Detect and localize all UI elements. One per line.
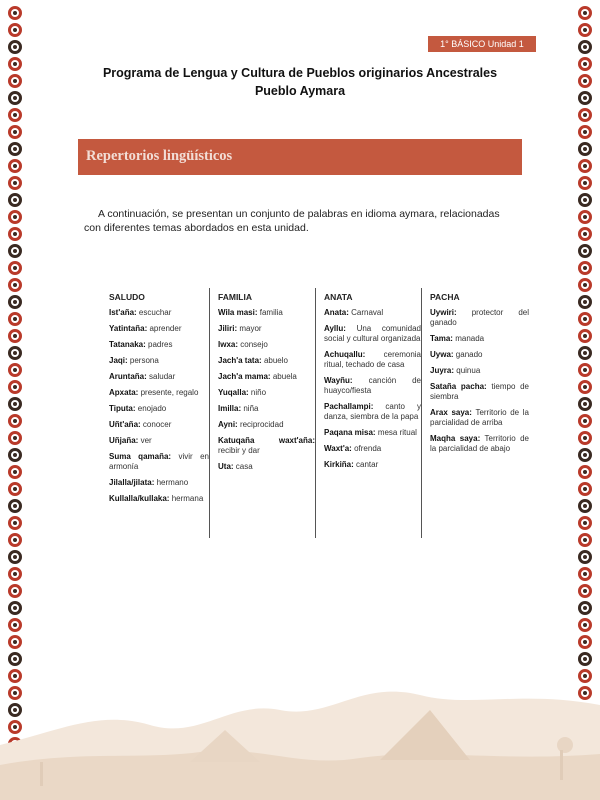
border-motif: [8, 380, 22, 394]
border-motif: [578, 618, 592, 632]
vocabulary-entry: [218, 388, 315, 398]
border-motif: [578, 261, 592, 275]
border-motif: [8, 346, 22, 360]
spanish-meaning: ver: [140, 436, 152, 445]
spanish-meaning: persona: [129, 356, 159, 365]
border-motif: [578, 465, 592, 479]
spanish-meaning: presente, regalo: [140, 388, 199, 397]
border-motif: [8, 550, 22, 564]
vocabulary-entry: [109, 308, 209, 318]
aymara-term: Uywa:: [430, 350, 454, 359]
border-motif: [8, 431, 22, 445]
column-heading: ANATA: [324, 292, 353, 302]
spanish-meaning: Territorio de la parcialidad de arriba: [430, 408, 529, 427]
aymara-term: Katuqaña waxt'aña:: [218, 436, 315, 445]
vocabulary-entry: [218, 324, 315, 334]
spanish-meaning: niño: [250, 388, 267, 397]
aymara-term: Uñjaña:: [109, 436, 139, 445]
border-motif: [578, 210, 592, 224]
vocabulary-entry: [324, 376, 421, 396]
spanish-meaning: enojado: [137, 404, 167, 413]
vocabulary-entry: [430, 334, 529, 344]
grade-badge: 1° BÁSICO Unidad 1: [428, 36, 536, 52]
border-motif: [8, 448, 22, 462]
vocabulary-table: [101, 288, 531, 538]
vocabulary-entry: [324, 324, 421, 344]
border-motif: [8, 159, 22, 173]
spanish-meaning: vivir en armonía: [109, 452, 209, 471]
border-motif: [8, 6, 22, 20]
aymara-term: Jach'a tata:: [218, 356, 262, 365]
border-motif: [578, 244, 592, 258]
title-line-2: Pueblo Aymara: [254, 84, 346, 98]
border-motif: [578, 584, 592, 598]
aymara-term: Jilalla/jilata:: [109, 478, 155, 487]
title-line-1: Programa de Lengua y Cultura de Pueblos originarios Ancestrales: [102, 66, 498, 80]
column-heading: FAMILIA: [218, 292, 252, 302]
border-motif: [578, 40, 592, 54]
vocabulary-entry: [430, 350, 529, 360]
border-motif: [8, 618, 22, 632]
spanish-meaning: ceremonia ritual, techado de casa: [324, 350, 421, 369]
border-motif: [8, 244, 22, 258]
column-anata: [315, 288, 421, 538]
spanish-meaning: abuela: [272, 372, 297, 381]
vocabulary-entry: [218, 340, 315, 350]
aymara-term: Maqha saya:: [430, 434, 481, 443]
border-motif: [8, 312, 22, 326]
border-motif: [8, 397, 22, 411]
aymara-term: Iwxa:: [218, 340, 239, 349]
landscape-footer: [0, 650, 600, 800]
spanish-meaning: hermano: [156, 478, 189, 487]
border-motif: [8, 23, 22, 37]
vocabulary-entry: [218, 308, 315, 318]
aymara-term: Yuqalla:: [218, 388, 249, 397]
column-saludo: [101, 288, 209, 538]
vocabulary-entry: [109, 494, 209, 504]
aymara-term: Uta:: [218, 462, 234, 471]
border-motif: [578, 278, 592, 292]
vocabulary-entry: [218, 404, 315, 414]
border-motif: [578, 125, 592, 139]
border-motif: [578, 482, 592, 496]
border-motif: [8, 584, 22, 598]
aymara-term: Tama:: [430, 334, 453, 343]
vocabulary-entry: [109, 324, 209, 334]
border-motif: [8, 533, 22, 547]
aymara-term: Ayllu:: [324, 324, 346, 333]
column-heading: PACHA: [430, 292, 460, 302]
vocabulary-entry: [324, 350, 421, 370]
border-motif: [578, 601, 592, 615]
spanish-meaning: ofrenda: [354, 444, 382, 453]
vocabulary-entry: [430, 308, 529, 328]
border-motif: [8, 295, 22, 309]
border-motif: [8, 329, 22, 343]
spanish-meaning: ganado: [455, 350, 483, 359]
spanish-meaning: aprender: [149, 324, 182, 333]
border-motif: [578, 23, 592, 37]
border-motif: [578, 193, 592, 207]
aymara-term: Aruntaña:: [109, 372, 147, 381]
aymara-term: Ayni:: [218, 420, 238, 429]
border-motif: [8, 465, 22, 479]
border-motif: [8, 125, 22, 139]
border-motif: [578, 635, 592, 649]
aymara-term: Anata:: [324, 308, 349, 317]
spanish-meaning: mayor: [239, 324, 262, 333]
spanish-meaning: mesa ritual: [377, 428, 417, 437]
border-motif: [578, 159, 592, 173]
spanish-meaning: reciprocidad: [239, 420, 284, 429]
border-motif: [8, 567, 22, 581]
spanish-meaning: cantar: [356, 460, 379, 469]
border-motif: [8, 108, 22, 122]
aymara-term: Pachallampi:: [324, 402, 374, 411]
aymara-term: Wayñu:: [324, 376, 353, 385]
aymara-term: Jiliri:: [218, 324, 238, 333]
aymara-term: Yatintaña:: [109, 324, 148, 333]
aymara-term: Wila masi:: [218, 308, 258, 317]
aymara-term: Jach'a mama:: [218, 372, 271, 381]
vocabulary-entry: [218, 436, 315, 456]
vocabulary-entry: [324, 460, 421, 470]
border-motif: [578, 227, 592, 241]
border-motif: [578, 295, 592, 309]
border-motif: [8, 278, 22, 292]
border-motif: [8, 210, 22, 224]
border-motif: [578, 414, 592, 428]
spanish-meaning: canción de huayco/fiesta: [324, 376, 421, 395]
aymara-term: Tiputa:: [109, 404, 136, 413]
spanish-meaning: canto y danza, siembra de la papa: [324, 402, 421, 421]
spanish-meaning: tiempo de siembra: [430, 382, 529, 401]
vocabulary-entry: [430, 382, 529, 402]
vocabulary-entry: [109, 436, 209, 446]
spanish-meaning: consejo: [240, 340, 268, 349]
vocabulary-entry: [430, 408, 529, 428]
border-motif: [578, 567, 592, 581]
vocabulary-entry: [109, 420, 209, 430]
vocabulary-entry: [109, 340, 209, 350]
border-motif: [578, 533, 592, 547]
section-title: Repertorios lingüísticos: [86, 148, 233, 164]
spanish-meaning: Carnaval: [351, 308, 384, 317]
vocabulary-entry: [109, 478, 209, 488]
border-motif: [578, 108, 592, 122]
aymara-term: Uywiri:: [430, 308, 457, 317]
spanish-meaning: escuchar: [138, 308, 172, 317]
aymara-term: Paqana misa:: [324, 428, 376, 437]
spanish-meaning: Una comunidad social y cultural organizada: [324, 324, 421, 343]
spanish-meaning: quinua: [456, 366, 481, 375]
border-motif: [8, 635, 22, 649]
aymara-term: Waxt'a:: [324, 444, 352, 453]
spanish-meaning: protector del ganado: [430, 308, 529, 327]
vocabulary-entry: [218, 356, 315, 366]
vocabulary-entry: [218, 372, 315, 382]
spanish-meaning: familia: [259, 308, 283, 317]
aymara-term: Achuqallu:: [324, 350, 366, 359]
border-motif: [8, 40, 22, 54]
intro-paragraph: A continuación, se presentan un conjunto de palabras en idioma aymara, relacionadas con diferentes temas abordados en esta unidad.: [84, 208, 500, 234]
border-motif: [8, 261, 22, 275]
spanish-meaning: Territorio de la parcialidad de abajo: [430, 434, 529, 453]
aymara-term: Ist'aña:: [109, 308, 137, 317]
border-motif: [578, 448, 592, 462]
border-motif: [578, 397, 592, 411]
page-title: [0, 64, 600, 100]
aymara-term: Juyra:: [430, 366, 455, 375]
vocabulary-entry: [109, 388, 209, 398]
vocabulary-entry: [324, 428, 421, 438]
aymara-term: Uñt'aña:: [109, 420, 141, 429]
aymara-term: Sataña pacha:: [430, 382, 487, 391]
vocabulary-entry: [324, 308, 421, 318]
spanish-meaning: casa: [235, 462, 253, 471]
vocabulary-entry: [324, 402, 421, 422]
border-motif: [8, 516, 22, 530]
border-motif: [578, 363, 592, 377]
border-motif: [578, 380, 592, 394]
aymara-term: Tatanaka:: [109, 340, 146, 349]
border-motif: [578, 176, 592, 190]
vocabulary-entry: [324, 444, 421, 454]
border-motif: [8, 601, 22, 615]
border-motif: [8, 482, 22, 496]
spanish-meaning: hermana: [171, 494, 204, 503]
column-heading: SALUDO: [109, 292, 145, 302]
column-familia: [209, 288, 315, 538]
spanish-meaning: abuelo: [263, 356, 288, 365]
spanish-meaning: conocer: [142, 420, 172, 429]
aymara-term: Imilla:: [218, 404, 242, 413]
column-pacha: [421, 288, 529, 538]
border-motif: [8, 414, 22, 428]
aymara-term: Suma qamaña:: [109, 452, 172, 461]
spanish-meaning: niña: [243, 404, 259, 413]
border-motif: [8, 499, 22, 513]
border-motif: [578, 329, 592, 343]
aymara-term: Jaqi:: [109, 356, 128, 365]
vocabulary-entry: [218, 420, 315, 430]
vocabulary-entry: [109, 372, 209, 382]
spanish-meaning: padres: [148, 340, 173, 349]
vocabulary-entry: [109, 404, 209, 414]
border-motif: [8, 142, 22, 156]
aymara-term: Kirkiña:: [324, 460, 354, 469]
aymara-term: Kullalla/kullaka:: [109, 494, 170, 503]
border-motif: [578, 346, 592, 360]
border-motif: [578, 312, 592, 326]
vocabulary-entry: [218, 462, 315, 472]
border-motif: [8, 363, 22, 377]
aymara-term: Arax saya:: [430, 408, 472, 417]
vocabulary-entry: [109, 452, 209, 472]
spanish-meaning: saludar: [149, 372, 176, 381]
border-motif: [578, 499, 592, 513]
vocabulary-entry: [430, 366, 529, 376]
border-motif: [578, 431, 592, 445]
border-motif: [8, 227, 22, 241]
spanish-meaning: recibir y dar: [218, 446, 260, 455]
section-banner: [78, 139, 522, 175]
vocabulary-entry: [109, 356, 209, 366]
aymara-term: Apxata:: [109, 388, 139, 397]
border-motif: [578, 6, 592, 20]
border-motif: [8, 176, 22, 190]
vocabulary-entry: [430, 434, 529, 454]
border-motif: [578, 516, 592, 530]
border-motif: [8, 193, 22, 207]
border-motif: [578, 142, 592, 156]
border-motif: [578, 550, 592, 564]
spanish-meaning: manada: [455, 334, 485, 343]
